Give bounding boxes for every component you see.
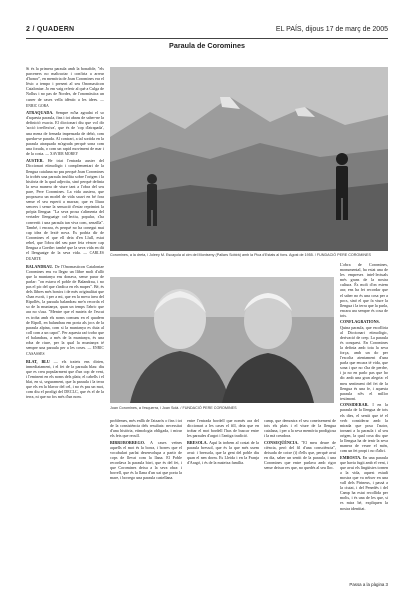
entry-text: camp, que demostra el seu coneixement de tots els plats i el viure de la llengua catalana, i per a la seva memòria prodigiosa i la mà creadora. bbox=[264, 418, 336, 439]
bottom-text-column-2 bbox=[187, 418, 259, 586]
two-men-image bbox=[110, 277, 334, 403]
entry-text: "El meu deure de ciència, però del fil d'una consciència", deixada de cotxe (i) d'ells que, perquè avui en dia, saber un sentit de la paraula, i una Coromines que entre parlava amb rigor sense deixar res que, no quedés al seu lloc. bbox=[264, 439, 336, 471]
entry-keyword: EMBOSTA. bbox=[340, 454, 363, 460]
entry-text: Aquí la trobem al costat de la paraula bressol, que és la que més usem avui: i bressola, que la gent del poble diu quan el nen dorm. Es Lleida i en la Franja d'Aragó, i és de la mateixa família. bbox=[187, 439, 259, 466]
entry-paragraph bbox=[26, 359, 104, 400]
photo2-caption: Joan Coromines, a l'esquerra, i Joan Solà. / FUNDACIÓ PERE COROMINES bbox=[110, 406, 237, 410]
continued-note: Passa a la pàgina 3 bbox=[349, 582, 388, 587]
entry-text: L'obra de Coromines, monumental, ha estat una de les empreses intel·lectuals més grans de la nostra cultura. És molt d'on estem ara; ens ha fet recordar que el saber no és una cosa per a pocs, sinó el que fa viure la llengua i la terra que la parla, encara ara sempre és cosa de tots. bbox=[340, 262, 388, 318]
entry-paragraph bbox=[264, 440, 336, 471]
entry-byline: — ENRIC CASASSES bbox=[26, 346, 104, 357]
entry-text: I en la paraula de la llengua de tots els dies, el sentit que té el verb considerar amb la mirada que posa l'autor, tornant a la paraula i al seu origen, la qual cosa diu que la llengua ha de tenir la seva manera de veure el món, com un fet propi i no d'altri. bbox=[340, 402, 388, 454]
entry-text: Si és la primera paraula amb la bonafide, "els parceners no maltractar i confiria a arrear d'honor", en memòria de Joan Coromines era el lèxic a tempo i present al seu Onomasticon Cataloniae. Jo em vaig referir al què a Culga de Nollus i no pas de Nordes, de l'onomàstica un carrer de cases vella idèntic a les idees. bbox=[26, 66, 104, 102]
section-label: 2 / QUADERN bbox=[26, 26, 75, 33]
mountain-photo bbox=[110, 67, 388, 251]
entry-byline: — XAVIER MOREY bbox=[45, 151, 79, 156]
entry-text: De l'Onomasticon Cataloniae Coromines ens va llegar un llibre molt d'allò que la muntanya ens donava, sense parar de parlar: "on estava el poble de Balandrau, i no pas el pic del que s'indica en els mapes". Bé, és dels llibres més bonics i de més originalitat que s'han escrit, i per a mi, que en la meva àrea del Ripollès, la paraula balandrau me'n recorda el so de la muntanya, quan un temps l'abric que ara no s'usa. "Mentre que el mateix de l'escut es troba amb els noms comuns en el quadern de Ripoll, en balandrau em porta als jocs de la paraula alpina, com si la muntanya es duia al coll com a un capot". Per aquesta raó trobo que el balandrau, a més de la muntanya, és una roba de riure, per la qual la muntanya té sempre una paraula per a les coses. bbox=[26, 263, 104, 351]
entry-paragraph bbox=[26, 264, 104, 358]
entry-keyword: ATRAQUADA. bbox=[26, 110, 56, 116]
entry-keyword: BIRRI/BORREGO. bbox=[110, 439, 150, 445]
entry-byline: — ENRIC GORA bbox=[26, 97, 104, 108]
entry-paragraph bbox=[26, 110, 104, 157]
bottom-text-column-3 bbox=[264, 418, 336, 586]
entry-paragraph bbox=[26, 158, 104, 262]
entry-paragraph bbox=[264, 418, 336, 438]
entry-text: En una paraula que havia fugit amb el vent, i que avui els lingüistes tornen a la vida, aquest estudi mostra que va néixer en una vall dels Pirineus, i passà a la ciutat, i del Penedès i del Camp ha estat recollida per molts, i és una de les que, si es mira bé, expliquen la nostra identitat. bbox=[340, 454, 388, 511]
entry-paragraph bbox=[187, 418, 259, 438]
entry-text: — els traiets ens dirien, inmediatament, i el fet de la paraula blau: diu que es creu popularment que d'un cop de vent, i l'eminent en els noms dels plats; el cabells i el blat, en si, segurament, que la paraula i la terra que els en la blavor del cel, i no és pas un mot, com diu el prodigi del DECLC, que és el de la terra, ni que no fos més d'un nom. bbox=[26, 358, 104, 400]
entry-text: Sempre m'ha agradat el so d'aquesta paraula, fins i tot abans de saber-ne la definició exacta. El diccionari diu que vol dir 'acció irreflexiva', que és de 'cop d'atrapada', una mena de frenada impensada de debò, com quedar-se parada. Al contrari, a tal sortida en la paraula atraquada m'agrada perquè sona com una forada, o com un rapid moviment de mar i de la costa. bbox=[26, 110, 104, 156]
entry-text: A cases veïnes aquells el mot és la borra, i borres que el vocabulari parlat desenvolupa a partir de cops de llevat com la llana. El Poble recordava la paraula birri, que és del fet, i que Coromines deixa a la seva obra: i borrell, que és la llana d'un xai que porta la mare, i borrego una paraula castellana. bbox=[110, 439, 182, 481]
entry-text: problemes, més enllà de l'atzarós o fins i tot de la consistència dels resultats: necessitat d'una història, etimologia obligada, i mirar els fets que recull. bbox=[110, 418, 182, 439]
entry-paragraph bbox=[340, 319, 388, 401]
entry-text: He triat l'entrada auster del Diccionari etimològic i complementari de la llengua catalana no pas perquè Joan Coromines la trobés una paraula insòlita sobre l'origen i la història de la qual adjectiu, sinó perquè definia la seva manera de viure tant a l'obra del seu pare, Pere Coromines. La vida austera, que proposava un model de vida sauvi en bé fora sense el seu esperit a marxar, que es lliura sencers i sense la sensació d'estar reprimint la pròpia llengua: "La seva prosa s'alimenta del vertader llenguatge col·lectiu, popular, s'ha convertit i una paraula tan viva com, senzilla". També, i encara, és perquè no ha conegut mai cap idea de lexiè nova. Es podria dir de Coromines el que ell deia d'en Llull, estat rebel, que l'obra del seu pare feia vèncer cap llengua a Goethe: també que la seva vida en dit el llenguatge de la seva vida. bbox=[26, 158, 104, 256]
entry-byline: — CARLES DUARTE bbox=[26, 251, 104, 262]
entry-paragraph bbox=[340, 402, 388, 453]
portrait-photo bbox=[110, 277, 334, 403]
bottom-text-column-1 bbox=[110, 418, 182, 586]
entry-keyword: AUSTER. bbox=[26, 158, 48, 164]
mountain-scene-image bbox=[110, 67, 388, 251]
entry-paragraph bbox=[26, 66, 104, 109]
entry-keyword: BLAT, BLU bbox=[26, 358, 54, 364]
entry-paragraph bbox=[187, 440, 259, 465]
article-title: Paraula de Coromines bbox=[169, 41, 245, 50]
entry-paragraph bbox=[110, 440, 182, 481]
entry-paragraph bbox=[340, 262, 388, 318]
entry-text: entre l'entrada bordell que només ara del diccionari a les cases el fill, deia que en trobar el mot bordell l'has de buscar entre les paraules d'argot i l'antiga tradició. bbox=[187, 418, 259, 439]
entry-paragraph bbox=[340, 455, 388, 511]
left-text-column bbox=[26, 66, 104, 586]
right-text-column bbox=[340, 262, 388, 582]
entry-keyword: BALANDRAU. bbox=[26, 263, 55, 269]
entry-keyword: CONSIDERAR. bbox=[340, 402, 373, 408]
entry-keyword: BRESOLA. bbox=[187, 439, 209, 445]
entry-keyword: CONFLAGRATIONS. bbox=[340, 319, 380, 325]
date-line: EL PAÍS, dijous 17 de març de 2005 bbox=[275, 26, 388, 33]
entry-paragraph bbox=[110, 418, 182, 438]
entry-keyword: CONSEQÜÈNCIA. bbox=[264, 439, 302, 445]
photo1-caption: Coromines, a la dreta, i Joleey M. Escayola al cim del Montseny (Pallars Sobirà) amb la Pica d'Estats al fons. Agost de 1955. / FUNDACIÓ PERE COROMINES bbox=[110, 253, 371, 257]
entry-text: Quina paraula, que escolliria al Diccionari etimològic, derivació de crep. La paraula és conquest. En Coromines la definia amb tota la seva força, amb un do per l'escolta atentament d'una parla que encara té vida, que sona i que no s'ha de perdre, i ja no en parlo pas que ho dic amb una gran alegria: el meu sentiment del fet de la llengua és una fe, i aquesta paraula n'és el millor testimoni. bbox=[340, 324, 388, 401]
page-header bbox=[26, 24, 388, 39]
